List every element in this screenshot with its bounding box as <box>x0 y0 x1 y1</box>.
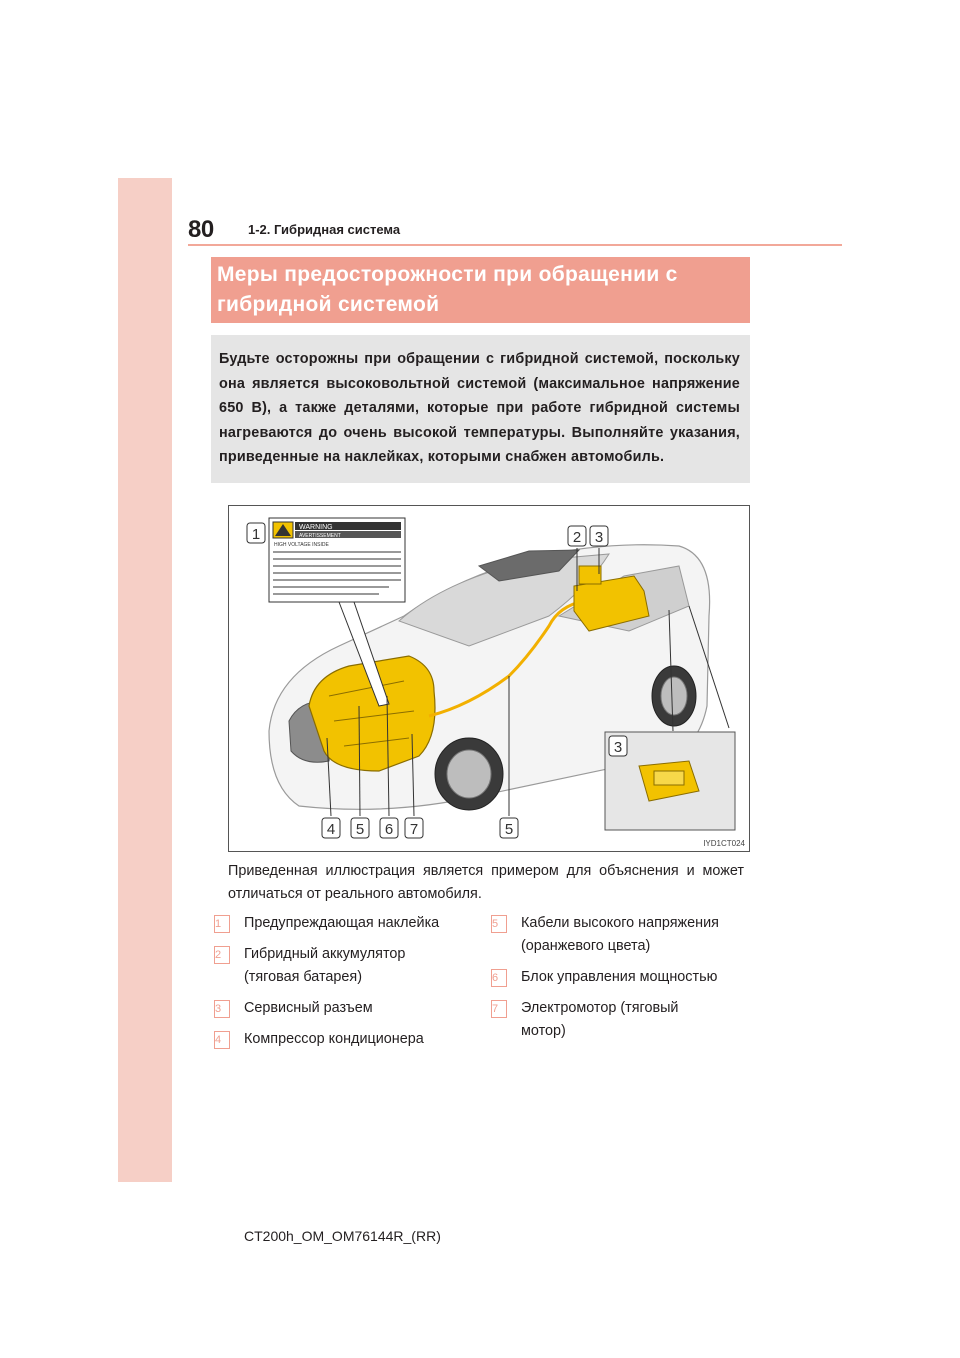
legend-text-1: Предупреждающая наклейка <box>244 915 440 931</box>
legend-text-5-line1: Кабели высокого напряжения <box>521 915 719 931</box>
legend-badge-7: 7 <box>491 1000 507 1018</box>
callout-3-inset: 3 <box>613 739 623 756</box>
legend-badge-2: 2 <box>214 946 230 964</box>
legend-text-4: Компрессор кондиционера <box>244 1031 424 1047</box>
legend-item-4 <box>214 1028 470 1051</box>
legend-item-5 <box>491 912 747 958</box>
legend-badge-3: 3 <box>214 1000 230 1018</box>
callout-5-cable: 5 <box>504 821 514 838</box>
legend-text-7-line1: Электромотор (тяговый <box>521 1000 679 1016</box>
warning-label-image <box>269 518 405 602</box>
hybrid-system-illustration <box>228 505 750 852</box>
legend-text-2-line1-row <box>244 943 470 966</box>
legend-text-6: Блок управления мощностью <box>521 969 718 985</box>
legend-text-2-line2: (тяговая батарея) <box>244 969 363 985</box>
callout-1: 1 <box>251 526 261 543</box>
legend-item-2 <box>214 943 470 989</box>
label-hv-text: HIGH VOLTAGE INSIDE <box>274 542 329 548</box>
header-rule <box>188 244 842 246</box>
legend-item-7 <box>491 997 747 1043</box>
callout-6: 6 <box>384 821 394 838</box>
legend-item-6 <box>491 966 747 989</box>
page-number: 80 <box>188 216 214 243</box>
callout-7: 7 <box>409 821 419 838</box>
legend-column-right <box>491 912 747 1051</box>
legend-badge-1: 1 <box>214 915 230 933</box>
legend-text-7-line2: мотор) <box>521 1023 566 1039</box>
legend-item-1 <box>214 912 470 935</box>
legend-badge-6: 6 <box>491 969 507 987</box>
section-title: 1-2. Гибридная система <box>248 222 401 237</box>
label-avertissement-text: AVERTISSEMENT <box>299 533 341 539</box>
figure-code: IYD1CT024 <box>703 839 745 848</box>
label-warning-text: WARNING <box>299 524 333 531</box>
legend-text-5-line2: (оранжевого цвета) <box>521 938 651 954</box>
callout-3: 3 <box>594 529 604 546</box>
topic-heading: Меры предосторожности при обращении с гибридной системой <box>211 257 750 323</box>
legend-item-3 <box>214 997 470 1020</box>
legend-badge-5: 5 <box>491 915 507 933</box>
legend-badge-4: 4 <box>214 1031 230 1049</box>
callout-4: 4 <box>326 821 336 838</box>
legend-column-left <box>214 912 470 1059</box>
callout-5: 5 <box>355 821 365 838</box>
side-tab-band <box>118 178 172 1182</box>
callout-2: 2 <box>572 529 582 546</box>
document-footer-code: CT200h_OM_OM76144R_(RR) <box>244 1228 441 1244</box>
legend-text-3: Сервисный разъем <box>244 1000 373 1016</box>
intro-text: Будьте осторожны при обращении с гибридной системой, поскольку она является высоковольтной системой (максимальное напряжение 650 В), а также деталями, которые при работе гибридной системы нагреваются до очень высокой температуры. Выполняйте указания, приведенные на наклейках, которыми снабжен автомобиль. <box>211 335 750 483</box>
legend-text-2-line1: Гибридный аккумулятор <box>244 946 406 962</box>
car-diagram <box>229 506 749 851</box>
figure-caption: Приведенная иллюстрация является примером для объяснения и может отличаться от реального автомобиля. <box>228 863 744 902</box>
